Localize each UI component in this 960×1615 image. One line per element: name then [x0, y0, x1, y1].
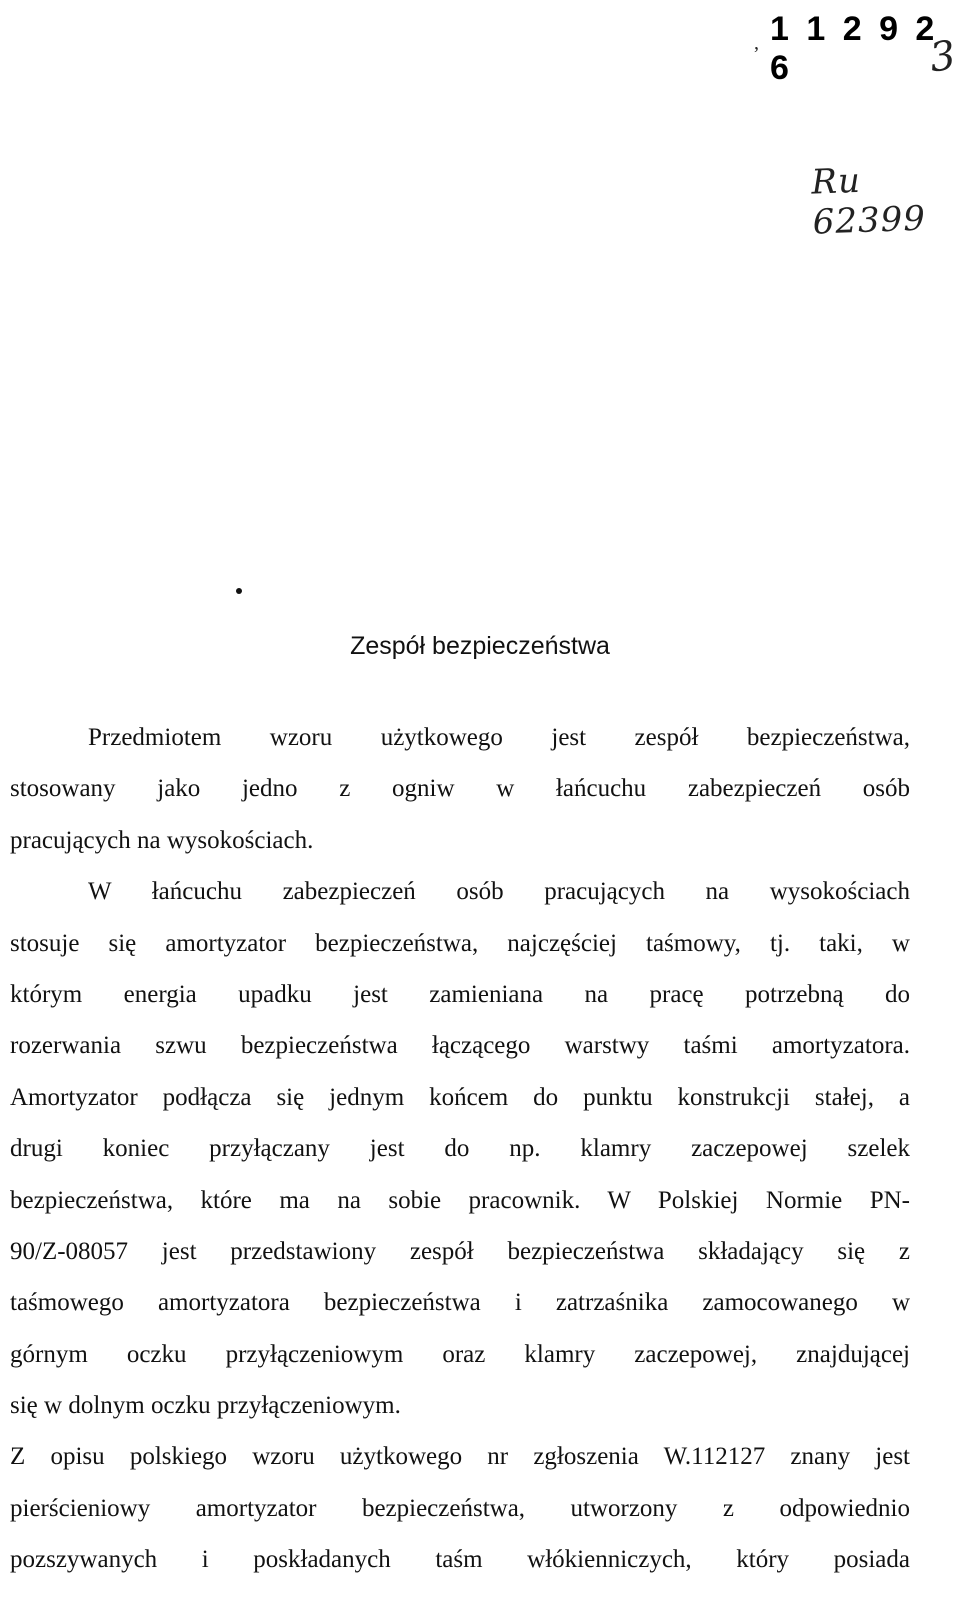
document-number: 1 1 2 9 2 6: [770, 10, 939, 87]
body-line: drugi koniec przyłączany jest do np. klamry zaczepowej szelek: [10, 1135, 910, 1163]
body-line: stosuje się amortyzator bezpieczeństwa, najczęściej taśmowy, tj. taki, w: [10, 929, 910, 957]
body-line: pozszywanych i poskładanych taśm włókienniczych, który posiada: [10, 1546, 910, 1574]
body-text: [10, 712, 910, 1586]
body-line: którym energia upadku jest zamieniana na pracę potrzebną do: [10, 980, 910, 1008]
body-line: rozerwania szwu bezpieczeństwa łączącego warstwy taśmi amortyzatora.: [10, 1032, 910, 1060]
tick-mark: ,: [754, 32, 759, 54]
handwritten-reference: Ru 62399: [810, 160, 927, 243]
margin-dot: [236, 588, 242, 594]
body-line: W łańcuchu zabezpieczeń osób pracujących na wysokościach: [88, 878, 910, 906]
body-line: Amortyzator podłącza się jednym końcem do punktu konstrukcji stałej, a: [10, 1083, 910, 1111]
body-line: Z opisu polskiego wzoru użytkowego nr zgłoszenia W.112127 znany jest: [10, 1443, 910, 1471]
body-line: 90/Z-08057 jest przedstawiony zespół bezpieczeństwa składający się z: [10, 1237, 910, 1265]
body-line: górnym oczku przyłączeniowym oraz klamry zaczepowej, znajdującej: [10, 1340, 910, 1368]
document-title: Zespół bezpieczeństwa: [350, 632, 610, 660]
body-line: Przedmiotem wzoru użytkowego jest zespół bezpieczeństwa,: [88, 724, 910, 751]
body-line: pracujących na wysokościach.: [10, 826, 314, 854]
handwritten-digit: 3: [926, 32, 959, 82]
body-line: się w dolnym oczku przyłączeniowym.: [10, 1392, 401, 1420]
body-line: taśmowego amortyzatora bezpieczeństwa i zatrzaśnika zamocowanego w: [10, 1289, 910, 1317]
body-line: bezpieczeństwa, które ma na sobie pracownik. W Polskiej Normie PN-: [10, 1186, 910, 1214]
body-line: stosowany jako jedno z ogniw w łańcuchu zabezpieczeń osób: [10, 775, 910, 803]
body-line: pierścieniowy amortyzator bezpieczeństwa, utworzony z odpowiednio: [10, 1494, 910, 1522]
